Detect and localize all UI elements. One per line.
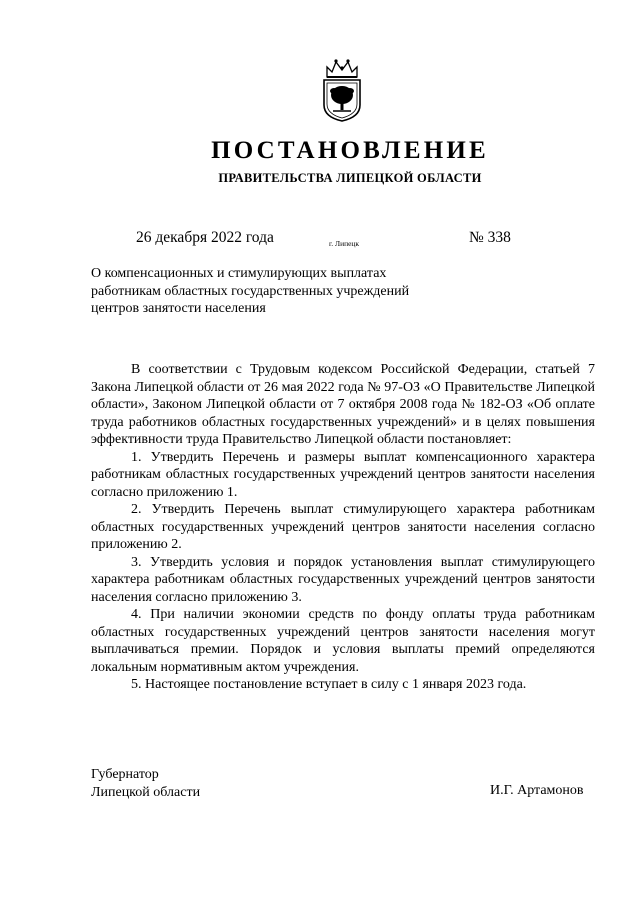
clause-paragraph: 1. Утвердить Перечень и размеры выплат компенсационного характера работникам областных государственных учреждений центров занятости населения согласно приложению 1. xyxy=(91,449,595,500)
lipetsk-coat-of-arms-icon xyxy=(319,57,365,123)
document-subject xyxy=(91,265,471,318)
signatory-name: И.Г. Артамонов xyxy=(490,783,584,798)
clause-paragraph: 2. Утвердить Перечень выплат стимулирующего характера работникам областных государственных учреждений центров занятости населения согласно приложению 2. xyxy=(91,502,595,552)
clause-paragraph: 4. При наличии экономии средств по фонду оплаты труда работникам областных государственных учреждений центров занятости населения могут выплачиваться премии. Порядок и условия выплаты премий определяются локальным нормативным актом учреждения. xyxy=(91,607,595,675)
subject-line: работникам областных государственных учреждений xyxy=(91,283,410,299)
subject-line: центров занятости населения xyxy=(91,301,266,316)
document-title: ПОСТАНОВЛЕНИЕ xyxy=(211,137,489,164)
signatory-region: Липецкой области xyxy=(91,784,201,800)
document-date: 26 декабря 2022 года xyxy=(136,229,274,246)
signatory-position xyxy=(91,766,200,801)
document-body xyxy=(91,361,595,694)
subject-line: О компенсационных и стимулирующих выплатах xyxy=(91,266,387,281)
preamble-paragraph: В соответствии с Трудовым кодексом Российской Федерации, статьей 7 Закона Липецкой области от 26 мая 2022 года № 97-ОЗ «О Правительстве Липецкой области», Законом Липецкой области от 7 октября 2008 года № 182-ОЗ «Об оплате труда работников областных государственных учреждений» и в целях повышения эффективности труда Правительство Липецкой области постановляет: xyxy=(91,362,595,447)
document-number: № 338 xyxy=(469,229,511,246)
clause-paragraph: 3. Утвердить условия и порядок установления выплат стимулирующего характера работникам областных государственных учреждений центров занятости населения согласно приложению 3. xyxy=(91,554,595,605)
signatory-title: Губернатор xyxy=(91,767,159,782)
clause-paragraph: 5. Настоящее постановление вступает в силу с 1 января 2023 года. xyxy=(131,677,527,692)
document-city: г. Липецк xyxy=(329,239,360,248)
issuing-organization: ПРАВИТЕЛЬСТВА ЛИПЕЦКОЙ ОБЛАСТИ xyxy=(218,171,482,185)
